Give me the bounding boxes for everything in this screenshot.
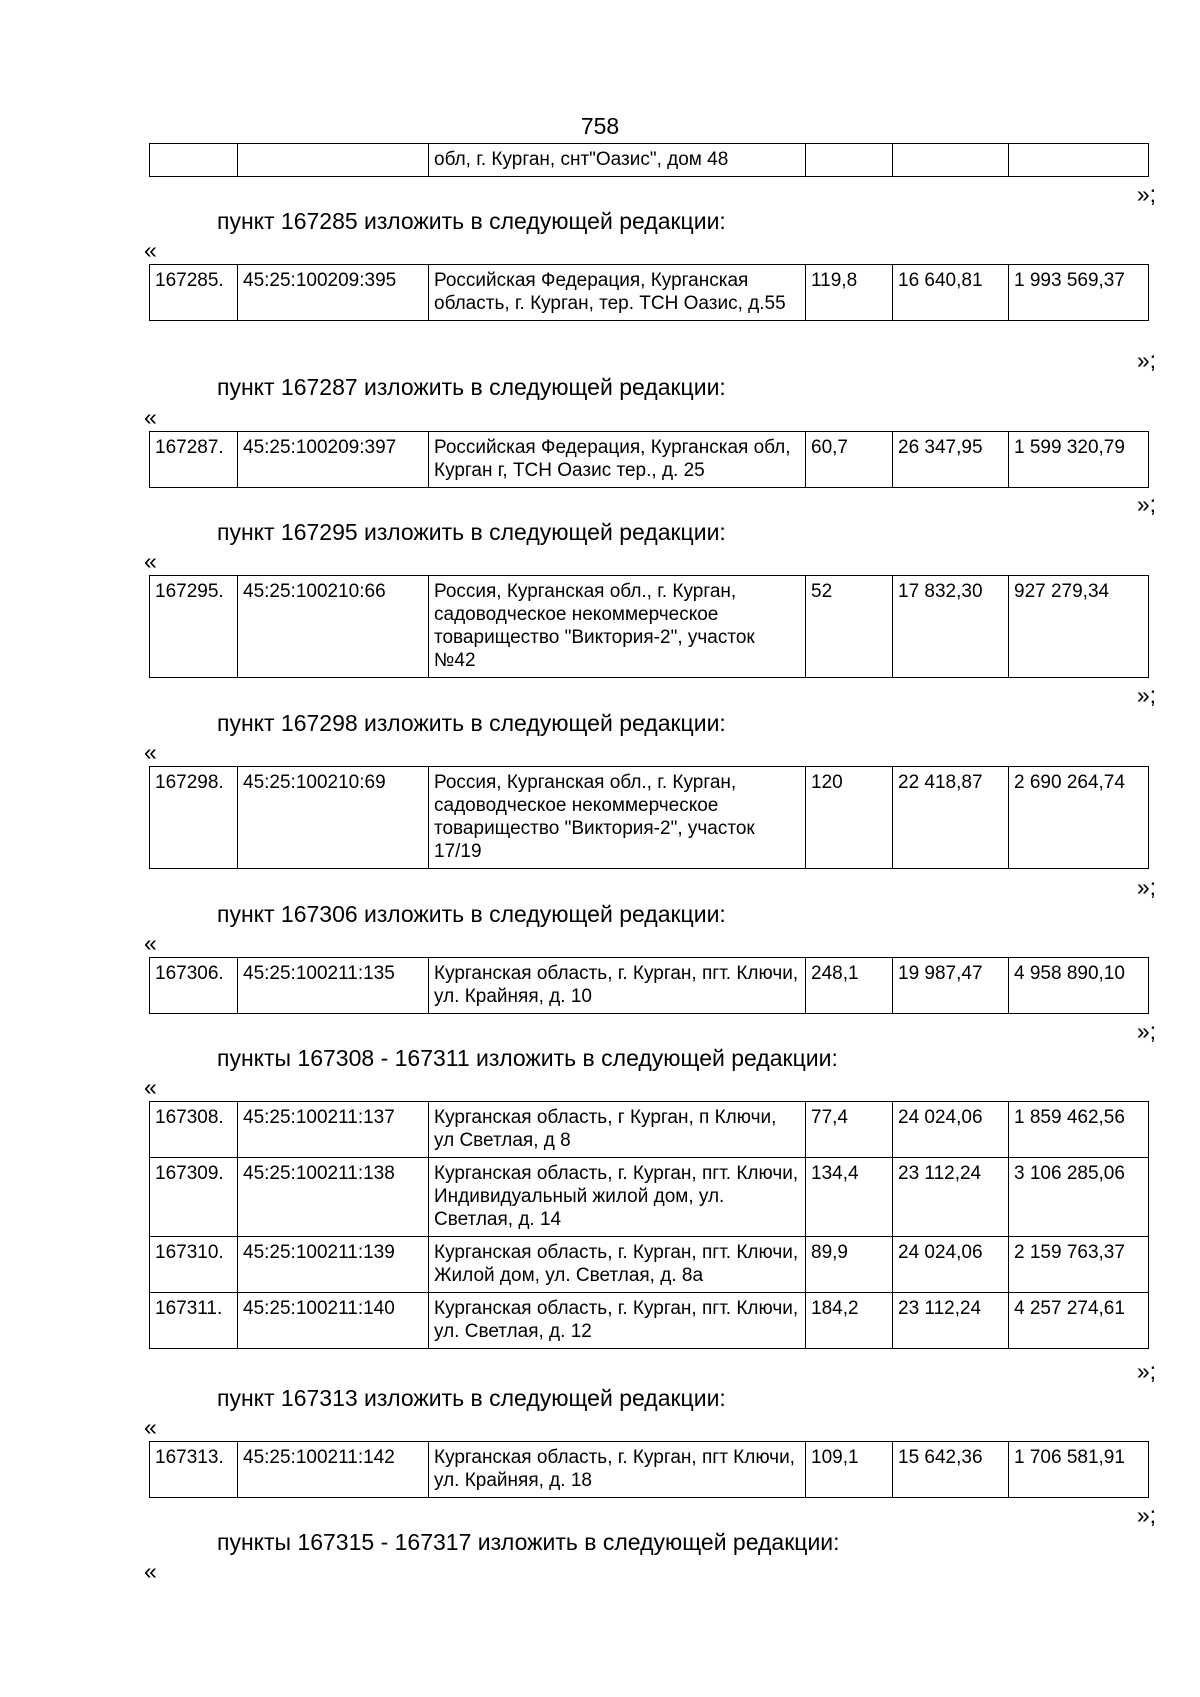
section-table	[149, 575, 1149, 678]
cell-area: 134,4	[806, 1158, 893, 1237]
cell-area	[806, 144, 893, 177]
cell-number: 167295.	[150, 576, 238, 678]
cell-area: 89,9	[806, 1237, 893, 1293]
cell-rate: 24 024,06	[893, 1102, 1009, 1158]
cell-value: 3 106 285,06	[1009, 1158, 1149, 1237]
table-row	[150, 265, 1149, 321]
page-number: 758	[580, 113, 620, 139]
opening-quote: «	[144, 930, 157, 956]
opening-quote: «	[144, 739, 157, 765]
cell-address: Курганская область, г. Курган, пгт. Ключи, Жилой дом, ул. Светлая, д. 8а	[429, 1237, 806, 1293]
cell-value: 1 993 569,37	[1009, 265, 1149, 321]
table-row	[150, 1102, 1149, 1158]
cell-address: обл, г. Курган, снт"Оазис", дом 48	[429, 144, 806, 177]
closing-quote: »;	[1136, 1358, 1156, 1384]
cell-number: 167311.	[150, 1293, 238, 1349]
table-row	[150, 144, 1149, 177]
table-row	[150, 1293, 1149, 1349]
cell-rate: 16 640,81	[893, 265, 1009, 321]
cell-address: Россия, Курганская обл., г. Курган, садоводческое некоммерческое товарищество "Виктория-2", участок №42	[429, 576, 806, 678]
cell-value: 2 690 264,74	[1009, 767, 1149, 869]
cell-value: 1 859 462,56	[1009, 1102, 1149, 1158]
section-table	[149, 431, 1149, 488]
cell-cadastral: 45:25:100211:139	[238, 1237, 429, 1293]
cell-value: 4 257 274,61	[1009, 1293, 1149, 1349]
cell-area: 119,8	[806, 265, 893, 321]
cell-address: Курганская область, г Курган, п Ключи, ул Светлая, д 8	[429, 1102, 806, 1158]
cell-rate: 23 112,24	[893, 1293, 1009, 1349]
opening-quote: «	[144, 1074, 157, 1100]
cell-cadastral: 45:25:100211:140	[238, 1293, 429, 1349]
closing-quote: »;	[1136, 874, 1156, 900]
section-heading: пункт 167298 изложить в следующей редакции:	[217, 710, 726, 736]
cell-area: 60,7	[806, 432, 893, 488]
section-table	[149, 1441, 1149, 1498]
table-row	[150, 958, 1149, 1014]
cell-cadastral: 45:25:100209:397	[238, 432, 429, 488]
section-heading: пункт 167313 изложить в следующей редакции:	[217, 1385, 726, 1411]
section-table	[149, 766, 1149, 869]
cell-value: 2 159 763,37	[1009, 1237, 1149, 1293]
cell-area: 248,1	[806, 958, 893, 1014]
cell-address: Курганская область, г. Курган, пгт. Ключи, ул. Крайняя, д. 10	[429, 958, 806, 1014]
closing-quote: »;	[1136, 682, 1156, 708]
cell-number: 167309.	[150, 1158, 238, 1237]
section-heading: пункты 167308 - 167311 изложить в следующей редакции:	[217, 1045, 838, 1071]
top-fragment-table	[149, 143, 1149, 177]
cell-area: 52	[806, 576, 893, 678]
cell-rate: 19 987,47	[893, 958, 1009, 1014]
cell-number: 167313.	[150, 1442, 238, 1498]
closing-quote: »;	[1136, 347, 1156, 373]
table-row	[150, 1158, 1149, 1237]
table-row	[150, 1237, 1149, 1293]
cell-address: Курганская область, г. Курган, пгт. Ключи, ул. Светлая, д. 12	[429, 1293, 806, 1349]
cell-rate: 23 112,24	[893, 1158, 1009, 1237]
cell-value: 4 958 890,10	[1009, 958, 1149, 1014]
closing-quote: »;	[1136, 491, 1156, 517]
opening-quote: «	[144, 1558, 157, 1584]
cell-rate	[893, 144, 1009, 177]
opening-quote: «	[144, 548, 157, 574]
table-row	[150, 767, 1149, 869]
section-heading: пункт 167306 изложить в следующей редакции:	[217, 901, 726, 927]
cell-number: 167287.	[150, 432, 238, 488]
cell-rate: 22 418,87	[893, 767, 1009, 869]
cell-cadastral: 45:25:100211:137	[238, 1102, 429, 1158]
cell-cadastral: 45:25:100211:138	[238, 1158, 429, 1237]
closing-quote: »;	[1136, 1018, 1156, 1044]
section-heading: пункты 167315 - 167317 изложить в следующей редакции:	[217, 1529, 840, 1555]
cell-area: 77,4	[806, 1102, 893, 1158]
cell-address: Российская Федерация, Курганская область, г. Курган, тер. ТСН Оазис, д.55	[429, 265, 806, 321]
cell-area: 184,2	[806, 1293, 893, 1349]
section-heading: пункт 167287 изложить в следующей редакции:	[217, 374, 726, 400]
cell-rate: 26 347,95	[893, 432, 1009, 488]
opening-quote: «	[144, 237, 157, 263]
cell-value: 1 706 581,91	[1009, 1442, 1149, 1498]
cell-cadastral: 45:25:100210:66	[238, 576, 429, 678]
cell-number: 167298.	[150, 767, 238, 869]
closing-quote: »;	[1136, 181, 1156, 207]
cell-cadastral: 45:25:100209:395	[238, 265, 429, 321]
cell-number: 167310.	[150, 1237, 238, 1293]
table-row	[150, 432, 1149, 488]
cell-value: 927 279,34	[1009, 576, 1149, 678]
cell-address: Россия, Курганская обл., г. Курган, садоводческое некоммерческое товарищество "Виктория-2", участок 17/19	[429, 767, 806, 869]
table-row	[150, 1442, 1149, 1498]
table-row	[150, 576, 1149, 678]
cell-cadastral	[238, 144, 429, 177]
cell-number	[150, 144, 238, 177]
section-heading: пункт 167295 изложить в следующей редакции:	[217, 519, 726, 545]
cell-cadastral: 45:25:100211:135	[238, 958, 429, 1014]
opening-quote: «	[144, 404, 157, 430]
cell-cadastral: 45:25:100211:142	[238, 1442, 429, 1498]
cell-address: Курганская область, г. Курган, пгт. Ключи, Индивидуальный жилой дом, ул. Светлая, д. 14	[429, 1158, 806, 1237]
cell-rate: 24 024,06	[893, 1237, 1009, 1293]
cell-value	[1009, 144, 1149, 177]
closing-quote: »;	[1136, 1502, 1156, 1528]
cell-area: 120	[806, 767, 893, 869]
section-table	[149, 1101, 1149, 1349]
section-heading: пункт 167285 изложить в следующей редакции:	[217, 208, 726, 234]
opening-quote: «	[144, 1414, 157, 1440]
cell-number: 167285.	[150, 265, 238, 321]
cell-rate: 17 832,30	[893, 576, 1009, 678]
cell-area: 109,1	[806, 1442, 893, 1498]
section-table	[149, 957, 1149, 1014]
cell-value: 1 599 320,79	[1009, 432, 1149, 488]
cell-address: Курганская область, г. Курган, пгт Ключи, ул. Крайняя, д. 18	[429, 1442, 806, 1498]
cell-rate: 15 642,36	[893, 1442, 1009, 1498]
cell-number: 167308.	[150, 1102, 238, 1158]
cell-cadastral: 45:25:100210:69	[238, 767, 429, 869]
cell-address: Российская Федерация, Курганская обл, Курган г, ТСН Оазис тер., д. 25	[429, 432, 806, 488]
cell-number: 167306.	[150, 958, 238, 1014]
section-table	[149, 264, 1149, 321]
